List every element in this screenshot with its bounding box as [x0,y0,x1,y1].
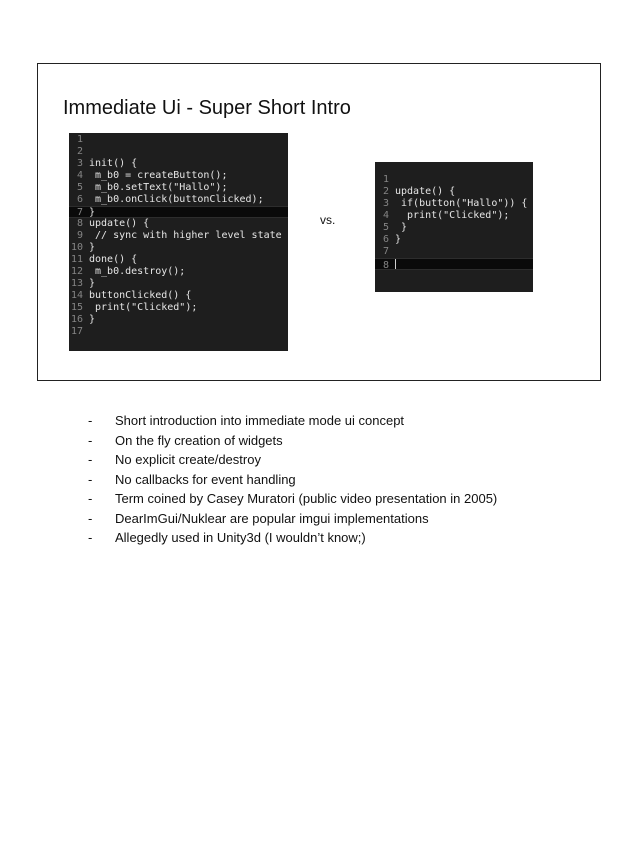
line-number: 16 [70,314,83,325]
code-line [69,278,288,290]
line-number: 8 [76,218,83,229]
line-number: 3 [76,158,83,169]
text-cursor [395,259,396,269]
bullet-dash: - [88,432,93,448]
line-number: 15 [70,302,83,313]
code-line [69,242,288,254]
bullet-text: Short introduction into immediate mode ui concept [115,413,405,428]
list-item [88,450,497,470]
code-text: } [89,314,96,325]
line-number: 7 [76,207,83,218]
code-line-highlighted [69,206,288,218]
code-text: m_b0 = createButton(); [89,170,228,181]
bullet-text: DearImGui/Nuklear are popular imgui implementations [115,510,429,526]
list-item [88,470,497,490]
line-number: 12 [70,266,83,277]
line-number: 14 [70,290,83,301]
retained-mode-code-panel [69,133,288,351]
line-number: 11 [70,254,83,265]
code-text: print("Clicked"); [89,302,198,313]
code-text: } [89,242,96,253]
code-text: } [89,207,96,218]
code-line [69,158,288,170]
code-text: m_b0.onClick(buttonClicked); [89,194,264,205]
line-number: 17 [70,326,83,337]
list-item [88,431,497,451]
line-number: 5 [76,182,83,193]
list-item [88,528,497,548]
line-number: 3 [382,198,389,209]
slide-title: Immediate Ui - Super Short Intro [63,97,351,119]
code-line [69,134,288,146]
line-number: 6 [382,234,389,245]
line-number: 1 [382,174,389,185]
code-line [375,198,533,210]
code-text: } [395,234,402,245]
slide-frame [37,63,601,381]
list-item [88,411,497,431]
code-text: m_b0.setText("Hallo"); [89,182,228,193]
line-number: 9 [76,230,83,241]
line-number: 4 [382,210,389,221]
code-text: } [395,222,408,233]
code-line [69,218,288,230]
code-line [69,290,288,302]
code-text: // sync with higher level state [89,230,282,241]
bullet-list [88,411,497,548]
code-line [375,234,533,246]
bullet-text: No explicit create/destroy [115,452,261,467]
code-line [69,170,288,182]
line-number: 5 [382,222,389,233]
code-line [375,210,533,222]
line-number: 13 [70,278,83,289]
bullet-dash: - [88,491,93,506]
bullet-text: Allegedly used in Unity3d (I wouldn’t know;) [115,530,366,545]
line-number: 2 [76,146,83,157]
bullet-dash: - [88,510,93,526]
bullet-dash: - [88,530,93,545]
code-text: buttonClicked() { [89,290,192,301]
line-number: 4 [76,170,83,181]
bullet-text: On the fly creation of widgets [115,432,283,448]
line-number: 2 [382,186,389,197]
code-line [375,246,533,258]
line-number: 10 [70,242,83,253]
list-item [88,489,497,509]
immediate-mode-code-panel [375,162,533,292]
line-number: 7 [382,246,389,257]
code-line-active [375,258,533,270]
code-line [69,146,288,158]
bullet-text: No callbacks for event handling [115,471,296,487]
code-text: update() { [89,218,150,229]
code-line [69,254,288,266]
code-text: } [89,278,96,289]
code-text: print("Clicked"); [395,210,510,221]
vs-label: vs. [320,213,336,227]
line-number: 8 [382,260,389,271]
code-line [69,326,288,338]
code-text: init() { [89,158,138,169]
code-line [375,222,533,234]
list-item [88,509,497,529]
code-text: m_b0.destroy(); [89,266,186,277]
bullet-dash: - [88,413,93,428]
code-line [69,230,288,242]
code-text: update() { [395,186,456,197]
line-number: 1 [76,134,83,145]
code-line [69,266,288,278]
bullet-dash: - [88,471,93,487]
code-line [69,314,288,326]
code-line [375,174,533,186]
code-line [69,182,288,194]
code-text: done() { [89,254,138,265]
code-line [375,186,533,198]
code-line [69,194,288,206]
code-line [69,302,288,314]
line-number: 6 [76,194,83,205]
bullet-text: Term coined by Casey Muratori (public video presentation in 2005) [115,491,498,506]
code-text: if(button("Hallo")) { [395,198,528,209]
bullet-dash: - [88,452,93,467]
